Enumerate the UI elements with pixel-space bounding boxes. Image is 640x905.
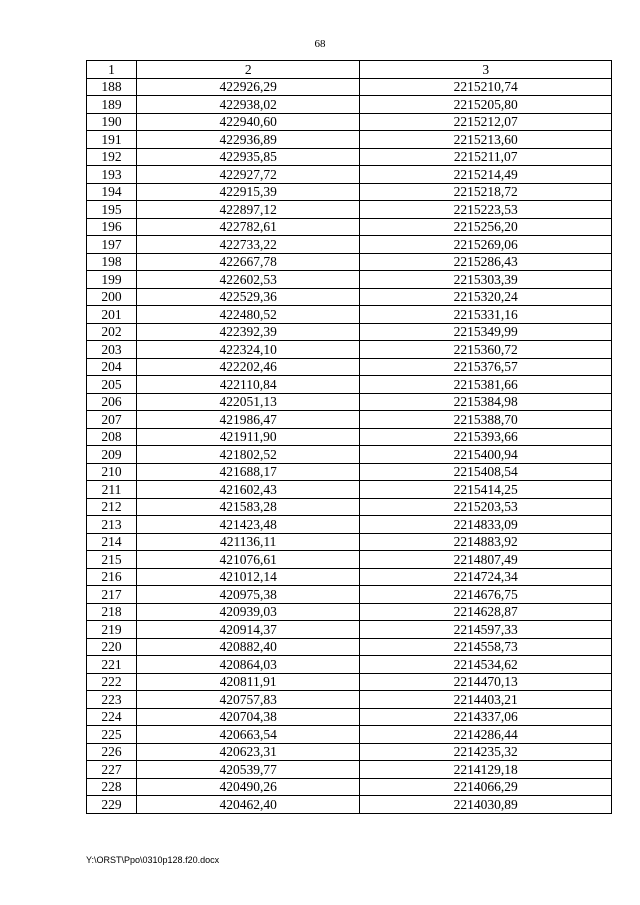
cell-point-number: 215 bbox=[87, 551, 137, 569]
cell-x-coordinate: 422915,39 bbox=[136, 183, 360, 201]
table-row bbox=[87, 481, 612, 499]
cell-point-number: 225 bbox=[87, 726, 137, 744]
cell-x-coordinate: 421136,11 bbox=[136, 533, 360, 551]
cell-y-coordinate: 2214807,49 bbox=[360, 551, 612, 569]
cell-x-coordinate: 420704,38 bbox=[136, 708, 360, 726]
table-row bbox=[87, 113, 612, 131]
cell-y-coordinate: 2215286,43 bbox=[360, 253, 612, 271]
cell-y-coordinate: 2215269,06 bbox=[360, 236, 612, 254]
table-row bbox=[87, 778, 612, 796]
cell-y-coordinate: 2215211,07 bbox=[360, 148, 612, 166]
cell-y-coordinate: 2214628,87 bbox=[360, 603, 612, 621]
cell-point-number: 191 bbox=[87, 131, 137, 149]
table-row bbox=[87, 743, 612, 761]
table-row bbox=[87, 306, 612, 324]
cell-y-coordinate: 2215414,25 bbox=[360, 481, 612, 499]
cell-y-coordinate: 2215205,80 bbox=[360, 96, 612, 114]
table-header-row bbox=[87, 61, 612, 79]
cell-y-coordinate: 2215408,54 bbox=[360, 463, 612, 481]
cell-point-number: 221 bbox=[87, 656, 137, 674]
cell-y-coordinate: 2214676,75 bbox=[360, 586, 612, 604]
cell-x-coordinate: 422667,78 bbox=[136, 253, 360, 271]
cell-y-coordinate: 2215223,53 bbox=[360, 201, 612, 219]
table-row bbox=[87, 428, 612, 446]
table-row bbox=[87, 78, 612, 96]
footer-file-path: Y:\ORST\Ppo\0310p128.f20.docx bbox=[86, 855, 220, 865]
cell-y-coordinate: 2215400,94 bbox=[360, 446, 612, 464]
table-row bbox=[87, 253, 612, 271]
cell-point-number: 216 bbox=[87, 568, 137, 586]
cell-x-coordinate: 422392,39 bbox=[136, 323, 360, 341]
cell-point-number: 203 bbox=[87, 341, 137, 359]
cell-y-coordinate: 2215393,66 bbox=[360, 428, 612, 446]
cell-y-coordinate: 2215320,24 bbox=[360, 288, 612, 306]
table-row bbox=[87, 218, 612, 236]
table-row bbox=[87, 96, 612, 114]
cell-x-coordinate: 422782,61 bbox=[136, 218, 360, 236]
cell-x-coordinate: 420975,38 bbox=[136, 586, 360, 604]
cell-point-number: 226 bbox=[87, 743, 137, 761]
table-row bbox=[87, 621, 612, 639]
cell-y-coordinate: 2214724,34 bbox=[360, 568, 612, 586]
table-row bbox=[87, 568, 612, 586]
cell-point-number: 220 bbox=[87, 638, 137, 656]
cell-x-coordinate: 422940,60 bbox=[136, 113, 360, 131]
cell-x-coordinate: 422202,46 bbox=[136, 358, 360, 376]
cell-point-number: 217 bbox=[87, 586, 137, 604]
cell-point-number: 209 bbox=[87, 446, 137, 464]
coordinates-table bbox=[86, 60, 612, 814]
cell-x-coordinate: 422529,36 bbox=[136, 288, 360, 306]
table-row bbox=[87, 183, 612, 201]
table-row bbox=[87, 673, 612, 691]
cell-x-coordinate: 422602,53 bbox=[136, 271, 360, 289]
table-row bbox=[87, 166, 612, 184]
cell-point-number: 195 bbox=[87, 201, 137, 219]
cell-x-coordinate: 422935,85 bbox=[136, 148, 360, 166]
table-body bbox=[87, 78, 612, 813]
table-row bbox=[87, 761, 612, 779]
cell-point-number: 218 bbox=[87, 603, 137, 621]
cell-point-number: 188 bbox=[87, 78, 137, 96]
cell-x-coordinate: 421602,43 bbox=[136, 481, 360, 499]
table-row bbox=[87, 323, 612, 341]
table-row bbox=[87, 148, 612, 166]
cell-point-number: 202 bbox=[87, 323, 137, 341]
table-row bbox=[87, 358, 612, 376]
cell-point-number: 207 bbox=[87, 411, 137, 429]
cell-x-coordinate: 421583,28 bbox=[136, 498, 360, 516]
cell-y-coordinate: 2214403,21 bbox=[360, 691, 612, 709]
column-header-number: 1 bbox=[87, 61, 137, 79]
cell-point-number: 205 bbox=[87, 376, 137, 394]
cell-x-coordinate: 420623,31 bbox=[136, 743, 360, 761]
cell-x-coordinate: 420864,03 bbox=[136, 656, 360, 674]
cell-point-number: 189 bbox=[87, 96, 137, 114]
table-row bbox=[87, 393, 612, 411]
cell-y-coordinate: 2214286,44 bbox=[360, 726, 612, 744]
cell-x-coordinate: 420882,40 bbox=[136, 638, 360, 656]
cell-y-coordinate: 2215376,57 bbox=[360, 358, 612, 376]
cell-point-number: 200 bbox=[87, 288, 137, 306]
table-row bbox=[87, 638, 612, 656]
cell-point-number: 212 bbox=[87, 498, 137, 516]
table-row bbox=[87, 691, 612, 709]
column-header-x: 2 bbox=[136, 61, 360, 79]
cell-y-coordinate: 2215214,49 bbox=[360, 166, 612, 184]
cell-y-coordinate: 2215218,72 bbox=[360, 183, 612, 201]
cell-x-coordinate: 420663,54 bbox=[136, 726, 360, 744]
table-row bbox=[87, 201, 612, 219]
cell-x-coordinate: 420490,26 bbox=[136, 778, 360, 796]
cell-point-number: 206 bbox=[87, 393, 137, 411]
cell-point-number: 223 bbox=[87, 691, 137, 709]
table-row bbox=[87, 516, 612, 534]
cell-x-coordinate: 421423,48 bbox=[136, 516, 360, 534]
table-row bbox=[87, 533, 612, 551]
cell-y-coordinate: 2215360,72 bbox=[360, 341, 612, 359]
table-row bbox=[87, 586, 612, 604]
cell-point-number: 192 bbox=[87, 148, 137, 166]
table-row bbox=[87, 726, 612, 744]
cell-x-coordinate: 421012,14 bbox=[136, 568, 360, 586]
cell-point-number: 213 bbox=[87, 516, 137, 534]
cell-y-coordinate: 2214030,89 bbox=[360, 796, 612, 814]
cell-point-number: 190 bbox=[87, 113, 137, 131]
table-row bbox=[87, 656, 612, 674]
cell-y-coordinate: 2214833,09 bbox=[360, 516, 612, 534]
cell-x-coordinate: 421802,52 bbox=[136, 446, 360, 464]
cell-point-number: 214 bbox=[87, 533, 137, 551]
cell-y-coordinate: 2215331,16 bbox=[360, 306, 612, 324]
cell-x-coordinate: 421688,17 bbox=[136, 463, 360, 481]
cell-y-coordinate: 2215388,70 bbox=[360, 411, 612, 429]
cell-point-number: 208 bbox=[87, 428, 137, 446]
cell-y-coordinate: 2215212,07 bbox=[360, 113, 612, 131]
cell-y-coordinate: 2214883,92 bbox=[360, 533, 612, 551]
cell-y-coordinate: 2215381,66 bbox=[360, 376, 612, 394]
cell-y-coordinate: 2215213,60 bbox=[360, 131, 612, 149]
cell-y-coordinate: 2214129,18 bbox=[360, 761, 612, 779]
table-row bbox=[87, 551, 612, 569]
cell-y-coordinate: 2215256,20 bbox=[360, 218, 612, 236]
cell-x-coordinate: 421911,90 bbox=[136, 428, 360, 446]
table-row bbox=[87, 271, 612, 289]
cell-x-coordinate: 422480,52 bbox=[136, 306, 360, 324]
table-row bbox=[87, 411, 612, 429]
column-header-y: 3 bbox=[360, 61, 612, 79]
table-row bbox=[87, 376, 612, 394]
table-row bbox=[87, 708, 612, 726]
cell-y-coordinate: 2215349,99 bbox=[360, 323, 612, 341]
table-row bbox=[87, 796, 612, 814]
cell-y-coordinate: 2214558,73 bbox=[360, 638, 612, 656]
cell-point-number: 229 bbox=[87, 796, 137, 814]
cell-y-coordinate: 2214470,13 bbox=[360, 673, 612, 691]
cell-point-number: 224 bbox=[87, 708, 137, 726]
table-row bbox=[87, 446, 612, 464]
table-row bbox=[87, 131, 612, 149]
table-row bbox=[87, 463, 612, 481]
cell-y-coordinate: 2214534,62 bbox=[360, 656, 612, 674]
table-row bbox=[87, 603, 612, 621]
cell-x-coordinate: 420914,37 bbox=[136, 621, 360, 639]
cell-x-coordinate: 422936,89 bbox=[136, 131, 360, 149]
table-row bbox=[87, 498, 612, 516]
cell-x-coordinate: 420757,83 bbox=[136, 691, 360, 709]
cell-x-coordinate: 422926,29 bbox=[136, 78, 360, 96]
cell-y-coordinate: 2214597,33 bbox=[360, 621, 612, 639]
cell-point-number: 219 bbox=[87, 621, 137, 639]
cell-x-coordinate: 420462,40 bbox=[136, 796, 360, 814]
cell-x-coordinate: 421076,61 bbox=[136, 551, 360, 569]
cell-x-coordinate: 420811,91 bbox=[136, 673, 360, 691]
cell-y-coordinate: 2215384,98 bbox=[360, 393, 612, 411]
cell-x-coordinate: 422733,22 bbox=[136, 236, 360, 254]
cell-point-number: 228 bbox=[87, 778, 137, 796]
cell-y-coordinate: 2215203,53 bbox=[360, 498, 612, 516]
cell-point-number: 193 bbox=[87, 166, 137, 184]
cell-point-number: 211 bbox=[87, 481, 137, 499]
cell-x-coordinate: 420939,03 bbox=[136, 603, 360, 621]
cell-x-coordinate: 421986,47 bbox=[136, 411, 360, 429]
cell-point-number: 194 bbox=[87, 183, 137, 201]
cell-point-number: 227 bbox=[87, 761, 137, 779]
page-number: 68 bbox=[314, 38, 326, 50]
table-row bbox=[87, 341, 612, 359]
cell-x-coordinate: 422324,10 bbox=[136, 341, 360, 359]
cell-y-coordinate: 2214235,32 bbox=[360, 743, 612, 761]
cell-point-number: 198 bbox=[87, 253, 137, 271]
cell-point-number: 196 bbox=[87, 218, 137, 236]
cell-y-coordinate: 2214337,06 bbox=[360, 708, 612, 726]
cell-point-number: 197 bbox=[87, 236, 137, 254]
table-row bbox=[87, 288, 612, 306]
cell-y-coordinate: 2214066,29 bbox=[360, 778, 612, 796]
cell-point-number: 201 bbox=[87, 306, 137, 324]
cell-x-coordinate: 422110,84 bbox=[136, 376, 360, 394]
cell-point-number: 204 bbox=[87, 358, 137, 376]
cell-x-coordinate: 420539,77 bbox=[136, 761, 360, 779]
cell-point-number: 210 bbox=[87, 463, 137, 481]
cell-point-number: 199 bbox=[87, 271, 137, 289]
table-row bbox=[87, 236, 612, 254]
cell-y-coordinate: 2215303,39 bbox=[360, 271, 612, 289]
cell-x-coordinate: 422938,02 bbox=[136, 96, 360, 114]
cell-x-coordinate: 422897,12 bbox=[136, 201, 360, 219]
cell-point-number: 222 bbox=[87, 673, 137, 691]
cell-x-coordinate: 422051,13 bbox=[136, 393, 360, 411]
cell-x-coordinate: 422927,72 bbox=[136, 166, 360, 184]
cell-y-coordinate: 2215210,74 bbox=[360, 78, 612, 96]
